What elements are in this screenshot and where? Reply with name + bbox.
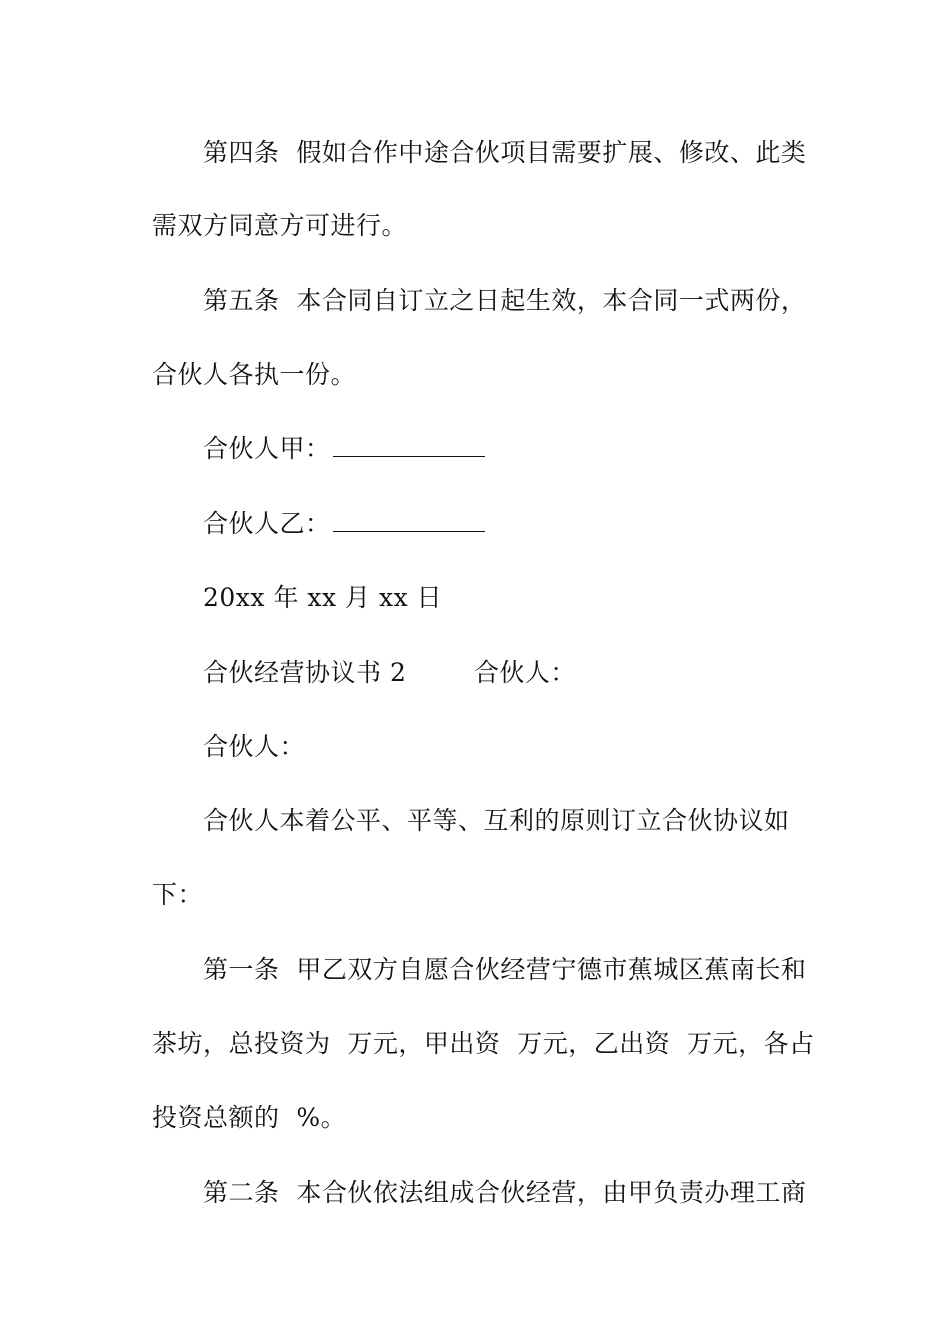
document-2-title-line: 合伙经营协议书 2 合伙人： bbox=[203, 658, 576, 687]
partner-b-signature-blank bbox=[333, 509, 485, 532]
date-line: 20xx 年 xx 月 xx 日 bbox=[203, 583, 443, 612]
partner-b-row bbox=[203, 509, 485, 539]
article-4-line-2: 需双方同意方可进行。 bbox=[152, 211, 408, 240]
article-1-line-2: 茶坊，总投资为 万元，甲出资 万元，乙出资 万元，各占 bbox=[152, 1029, 815, 1058]
partner-a-signature-blank bbox=[333, 434, 485, 457]
article-1-line-1: 第一条 甲乙双方自愿合伙经营宁德市蕉城区蕉南长和 bbox=[203, 955, 807, 984]
partner-a-row bbox=[203, 434, 485, 464]
article-5-line-1: 第五条 本合同自订立之日起生效，本合同一式两份， bbox=[203, 286, 807, 315]
article-1-line-3: 投资总额的 %。 bbox=[152, 1103, 347, 1132]
article-2-line-1: 第二条 本合伙依法组成合伙经营，由甲负责办理工商 bbox=[203, 1178, 807, 1207]
document-2-partner-line: 合伙人： bbox=[203, 732, 306, 761]
article-4-line-1: 第四条 假如合作中途合伙项目需要扩展、修改、此类 bbox=[203, 138, 807, 167]
intro-line-1: 合伙人本着公平、平等、互利的原则订立合伙协议如 bbox=[203, 806, 790, 835]
partner-a-label: 合伙人甲： bbox=[203, 434, 331, 463]
article-5-line-2: 合伙人各执一份。 bbox=[152, 360, 357, 389]
intro-line-2: 下： bbox=[152, 880, 204, 909]
partner-b-label: 合伙人乙： bbox=[203, 509, 331, 538]
